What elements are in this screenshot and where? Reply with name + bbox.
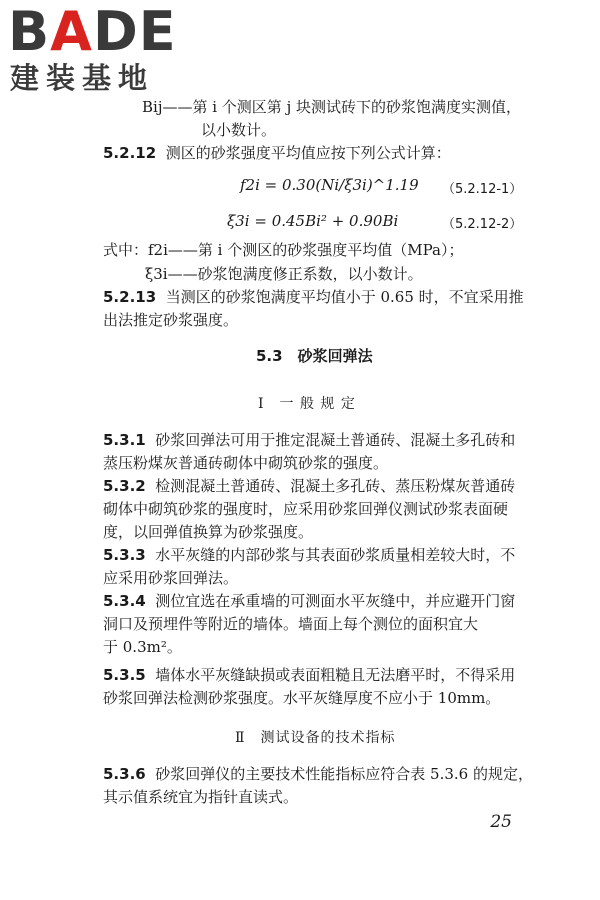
clause-5-2-13: 5.2.13 当测区的砂浆饱满度平均值小于 0.65 时，不宜采用推 <box>103 288 524 306</box>
part2-title: Ⅱ 测试设备的技术指标 <box>235 730 396 746</box>
clause-5-3-6-cont: 其示值系统宜为指针直读式。 <box>103 788 299 806</box>
section-title: 5.3 砂浆回弹法 <box>256 347 373 365</box>
logo-wordmark: BADE <box>8 0 177 63</box>
clause-5-3-1: 5.3.1 砂浆回弹法可用于推定混凝土普通砖、混凝土多孔砖和 <box>103 431 516 449</box>
clause-5-3-2-cont2: 度，以回弹值换算为砂浆强度。 <box>103 523 314 541</box>
brand-logo <box>8 0 178 95</box>
clause-5-3-4-cont1: 洞口及预埋件等附近的墙体。墙面上每个测位的面积宜大 <box>103 615 479 633</box>
part1-title: Ⅰ 一 般 规 定 <box>258 396 356 412</box>
def-bij-cont: 以小数计。 <box>201 121 277 139</box>
def-xi3i: ξ3i——砂浆饱满度修正系数，以小数计。 <box>145 265 423 283</box>
page-number: 25 <box>490 812 512 832</box>
logo-subtitle: 建装基地 <box>10 61 155 95</box>
clause-5-3-6: 5.3.6 砂浆回弹仪的主要技术性能指标应符合表 5.3.6 的规定， <box>103 765 533 783</box>
equation-5-2-12-2: ξ3i = 0.45Bi² + 0.90Bi <box>227 212 399 230</box>
def-f2i: 式中：f2i——第 i 个测区的砂浆强度平均值（MPa）； <box>103 241 464 259</box>
equation-number-2: （5.2.12-2） <box>442 217 523 232</box>
clause-5-3-2-cont1: 砌体中砌筑砂浆的强度时，应采用砂浆回弹仪测试砂浆表面硬 <box>103 500 509 518</box>
clause-5-3-5: 5.3.5 墙体水平灰缝缺损或表面粗糙且无法磨平时，不得采用 <box>103 666 516 684</box>
clause-5-3-4-cont2: 于 0.3m²。 <box>103 638 182 656</box>
clause-5-3-4: 5.3.4 测位宜选在承重墙的可测面水平灰缝中，并应避开门窗 <box>103 592 516 610</box>
clause-5-3-3: 5.3.3 水平灰缝的内部砂浆与其表面砂浆质量相差较大时，不 <box>103 546 516 564</box>
clause-5-3-2: 5.3.2 检测混凝土普通砖、混凝土多孔砖、蒸压粉煤灰普通砖 <box>103 477 516 495</box>
equation-5-2-12-1: f2i = 0.30(Ni/ξ3i)^1.19 <box>240 176 419 194</box>
clause-5-2-13-cont: 出法推定砂浆强度。 <box>103 311 239 329</box>
clause-5-3-5-cont: 砂浆回弹法检测砂浆强度。水平灰缝厚度不应小于 10mm。 <box>103 689 501 707</box>
def-bij: Bij——第 i 个测区第 j 块测试砖下的砂浆饱满度实测值， <box>142 98 521 116</box>
clause-5-3-1-cont: 蒸压粉煤灰普通砖砌体中砌筑砂浆的强度。 <box>103 454 389 472</box>
clause-5-2-12: 5.2.12 测区的砂浆强度平均值应按下列公式计算： <box>103 144 451 162</box>
clause-5-3-3-cont: 应采用砂浆回弹法。 <box>103 569 239 587</box>
equation-number-1: （5.2.12-1） <box>442 182 523 197</box>
